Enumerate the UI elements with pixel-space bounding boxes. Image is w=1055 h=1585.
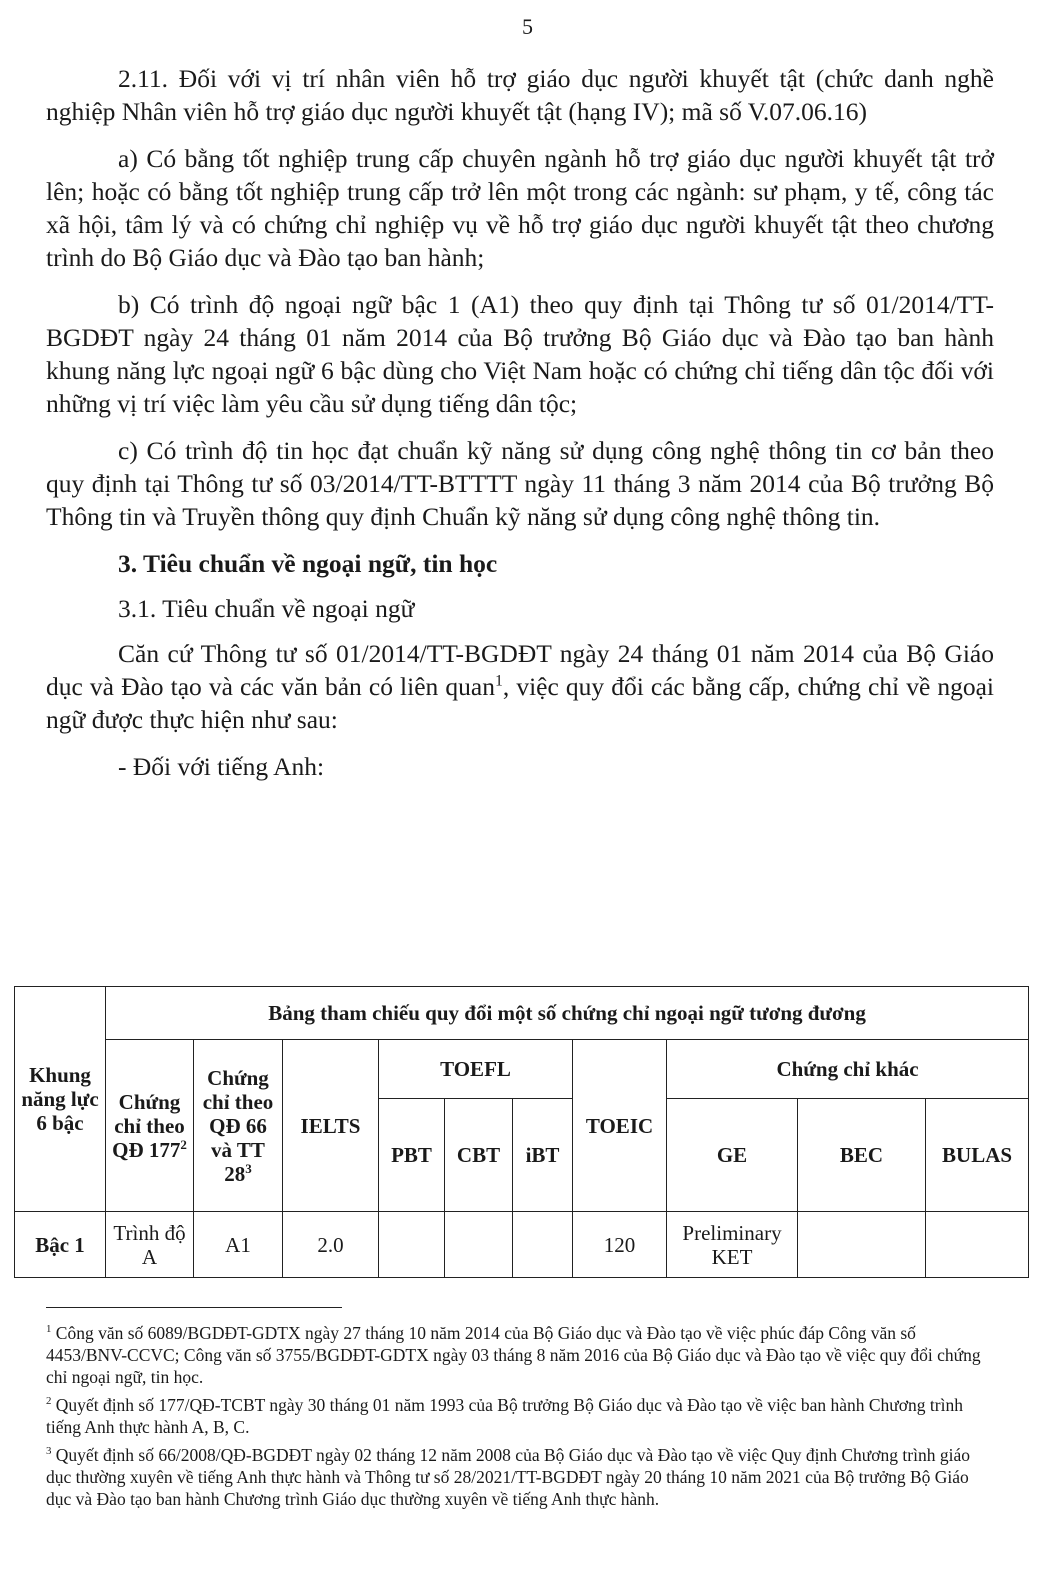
paragraph-can-cu [46, 637, 994, 736]
document-body [46, 62, 994, 797]
paragraph-can-cu-text-2: , việc quy đổi các bằng cấp, chứng chỉ về ngoại ngữ được thực hiện như sau: [46, 672, 995, 734]
footnote-mark-1: 1 [46, 1323, 52, 1336]
header-ge: GE [667, 1099, 798, 1212]
paragraph-english: - Đối với tiếng Anh: [118, 752, 325, 781]
footnote-2-text: Quyết định số 177/QĐ-TCBT ngày 30 tháng 01 năm 1993 của Bộ trưởng Bộ Giáo dục và Đào tạo về việc ban hành Chương trình tiếng Anh thực hành A, B, C. [46, 1395, 963, 1437]
cell-toeic: 120 [573, 1212, 667, 1278]
cell-ibt [513, 1212, 573, 1278]
cell-qd177: Trình độ A [106, 1212, 194, 1278]
footnote-ref-1: 1 [494, 672, 503, 690]
footnote-1 [46, 1322, 994, 1388]
header-toefl: TOEFL [379, 1040, 573, 1099]
cell-cbt [445, 1212, 513, 1278]
header-other-certs: Chứng chỉ khác [667, 1040, 1029, 1099]
header-bec: BEC [798, 1099, 926, 1212]
cell-qd66: A1 [194, 1212, 283, 1278]
subsection-heading-3-1: 3.1. Tiêu chuẩn về ngoại ngữ [118, 594, 415, 623]
footnote-ref-2: 2 [180, 1136, 187, 1152]
header-toeic: TOEIC [573, 1040, 667, 1212]
paragraph-can-cu-text-1: Căn cứ Thông tư số 01/2014/TT-BGDĐT ngày 24 tháng 01 năm 2014 của Bộ Giáo dục và Đào tạo và các văn bản có liên quan [46, 639, 994, 701]
header-qd66-text: Chứng chỉ theo QĐ 66 và TT 28 [202, 1065, 274, 1186]
footnote-3 [46, 1444, 994, 1510]
paragraph-b: b) Có trình độ ngoại ngữ bậc 1 (A1) theo quy định tại Thông tư số 01/2014/TT-BGDĐT ngày 24 tháng 01 năm 2014 của Bộ trưởng Bộ Giáo dục và Đào tạo ban hành khung năng lực ngoại ngữ 6 bậc dùng cho Việt Nam hoặc có chứng chỉ tiếng dân tộc đối với những vị trí việc làm yêu cầu sử dụng tiếng dân tộc; [46, 290, 994, 418]
header-ibt: iBT [513, 1099, 573, 1212]
cell-ge: Preliminary KET [667, 1212, 798, 1278]
footnote-divider [46, 1307, 342, 1308]
cell-ielts: 2.0 [283, 1212, 379, 1278]
header-framework: Khung năng lực 6 bậc [15, 987, 106, 1212]
cell-pbt [379, 1212, 445, 1278]
header-bulas: BULAS [926, 1099, 1029, 1212]
header-qd177 [106, 1040, 194, 1212]
footnote-3-text: Quyết định số 66/2008/QĐ-BGDĐT ngày 02 tháng 12 năm 2008 của Bộ Giáo dục và Đào tạo về việc Quy định Chương trình giáo dục thường xuyên về tiếng Anh thực hành và Thông tư số 28/2021/TT-BGDĐT ngày 20 tháng 10 năm 2021 của Bộ trưởng Bộ Giáo dục và Đào tạo ban hành Chương trình Giáo dục thường xuyên về tiếng Anh thực hành. [46, 1445, 970, 1509]
header-qd66 [194, 1040, 283, 1212]
header-cbt: CBT [445, 1099, 513, 1212]
footnote-mark-3: 3 [46, 1445, 52, 1458]
section-heading-3: 3. Tiêu chuẩn về ngoại ngữ, tin học [118, 549, 498, 578]
header-pbt: PBT [379, 1099, 445, 1212]
cell-bec [798, 1212, 926, 1278]
paragraph-2-11: 2.11. Đối với vị trí nhân viên hỗ trợ giáo dục người khuyết tật (chức danh nghề nghiệp Nhân viên hỗ trợ giáo dục người khuyết tật (hạng IV); mã số V.07.06.16) [46, 64, 994, 126]
page-number: 5 [522, 14, 533, 39]
footnote-2 [46, 1394, 994, 1438]
header-qd177-text: Chứng chỉ theo QĐ 177 [112, 1089, 185, 1162]
header-ielts: IELTS [283, 1040, 379, 1212]
footnotes [46, 1322, 994, 1516]
footnote-mark-2: 2 [46, 1395, 52, 1408]
footnote-1-text: Công văn số 6089/BGDĐT-GDTX ngày 27 tháng 10 năm 2014 của Bộ Giáo dục và Đào tạo về việc phúc đáp Công văn số 4453/BNV-CCVC; Công văn số 3755/BGDĐT-GDTX ngày 03 tháng 8 năm 2016 của Bộ Giáo dục và Đào tạo về việc quy đổi chứng chỉ ngoại ngữ, tin học. [46, 1323, 981, 1387]
cell-bulas [926, 1212, 1029, 1278]
table-row [15, 1212, 1029, 1278]
table-caption: Bảng tham chiếu quy đổi một số chứng chỉ ngoại ngữ tương đương [106, 987, 1029, 1040]
paragraph-a: a) Có bằng tốt nghiệp trung cấp chuyên ngành hỗ trợ giáo dục người khuyết tật trở lên; hoặc có bằng tốt nghiệp trung cấp trở lên một trong các ngành: sư phạm, y tế, công tác xã hội, tâm lý và có chứng chỉ nghiệp vụ về hỗ trợ giáo dục người khuyết tật theo chương trình do Bộ Giáo dục và Đào tạo ban hành; [46, 144, 994, 272]
reference-table [14, 986, 1029, 1278]
cell-level: Bậc 1 [15, 1212, 106, 1278]
footnote-ref-3: 3 [245, 1160, 252, 1176]
paragraph-c: c) Có trình độ tin học đạt chuẩn kỹ năng sử dụng công nghệ thông tin cơ bản theo quy định tại Thông tư số 03/2014/TT-BTTTT ngày 11 tháng 3 năm 2014 của Bộ trưởng Bộ Thông tin và Truyền thông quy định Chuẩn kỹ năng sử dụng công nghệ thông tin. [46, 436, 994, 531]
